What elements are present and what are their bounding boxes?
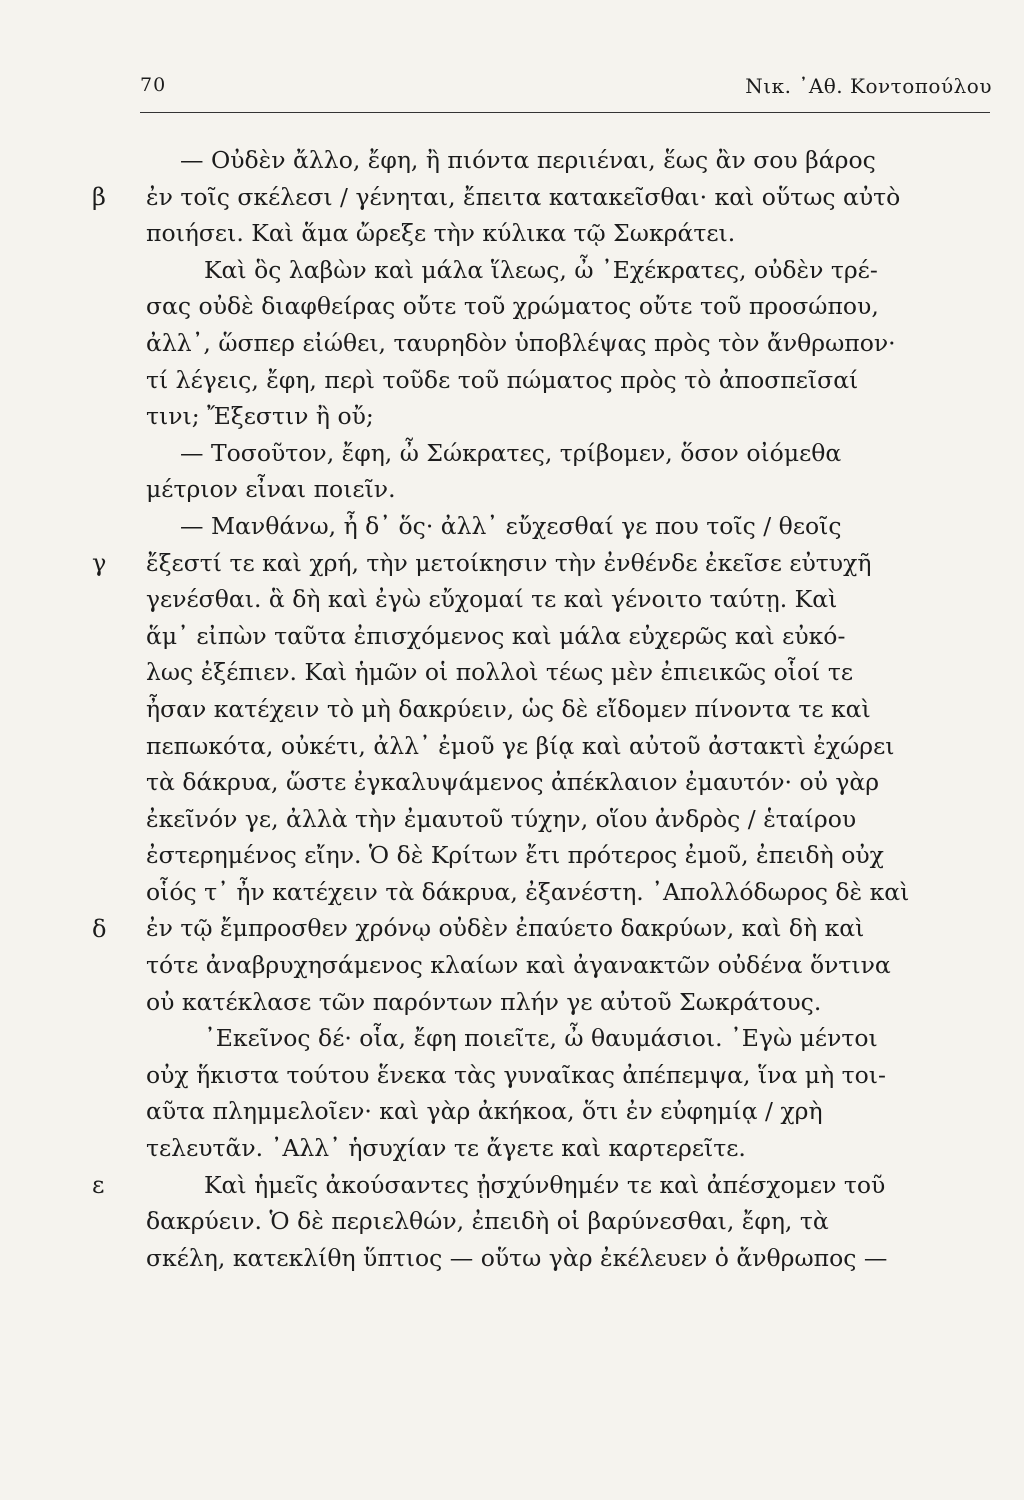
text-line: τότε ἀναβρυχησάμενος κλαίων καὶ ἀγανακτῶν οὐδένα ὅντινα <box>146 951 891 980</box>
body-text <box>146 142 996 1276</box>
running-head: Νικ. ᾿Αθ. Κοντοπούλου <box>745 74 992 98</box>
text-line: οἷός τ᾿ ἦν κατέχειν τὰ δάκρυα, ἐξανέστη. ᾿Απολλόδωρος δὲ καὶ <box>146 877 910 906</box>
page-header <box>132 74 992 104</box>
text-line: ἦσαν κατέχειν τὸ μὴ δακρύειν, ὡς δὲ εἴδομεν πίνοντα τε καὶ <box>146 694 871 723</box>
text-line: οὐχ ἥκιστα τούτου ἕνεκα τὰς γυναῖκας ἀπέπεμψα, ἵνα μὴ τοι- <box>146 1060 886 1089</box>
text-line: Καὶ ἡμεῖς ἀκούσαντες ᾐσχύνθημέν τε καὶ ἀπέσχομεν τοῦ <box>204 1170 886 1199</box>
margin-section-letter: β <box>92 182 106 211</box>
text-line: δακρύειν. Ὁ δὲ περιελθών, ἐπειδὴ οἱ βαρύνεσθαι, ἔφη, τὰ <box>146 1207 829 1236</box>
text-line: — Τοσοῦτον, ἔφη, ὦ Σώκρατες, τρίβομεν, ὅσον οἰόμεθα <box>180 438 842 467</box>
text-line: ἐν τοῖς σκέλεσι / γένηται, ἔπειτα κατακεῖσθαι· καὶ οὕτως αὐτὸ <box>146 182 901 211</box>
margin-section-letter: δ <box>92 914 107 943</box>
text-line: ποιήσει. Καὶ ἅμα ὤρεξε τὴν κύλικα τῷ Σωκράτει. <box>146 219 736 248</box>
text-line: αῦτα πλημμελοῖεν· καὶ γὰρ ἀκήκοα, ὅτι ἐν εὐφημίᾳ / χρὴ <box>146 1097 823 1126</box>
text-line: τελευτᾶν. ᾿Αλλ᾿ ἡσυχίαν τε ἄγετε καὶ καρτερεῖτε. <box>146 1134 746 1163</box>
text-line: σκέλη, κατεκλίθη ὕπτιος — οὕτω γὰρ ἐκέλευεν ὁ ἄνθρωπος — <box>146 1243 888 1272</box>
text-line: ἔξεστί τε καὶ χρή, τὴν μετοίκησιν τὴν ἐνθένδε ἐκεῖσε εὐτυχῆ <box>146 548 872 577</box>
text-line: ἐν τῷ ἔμπροσθεν χρόνῳ οὐδὲν ἐπαύετο δακρύων, καὶ δὴ καὶ <box>146 914 865 943</box>
text-line: — Οὐδὲν ἄλλο, ἔφη, ἢ πιόντα περιιέναι, ἕως ἂν σου βάρος <box>180 146 876 174</box>
text-line: τί λέγεις, ἔφη, περὶ τοῦδε τοῦ πώματος πρὸς τὸ ἀποσπεῖσαί <box>146 365 859 394</box>
text-line: ᾿Εκεῖνος δέ· οἷα, ἔφη ποιεῖτε, ὦ θαυμάσιοι. ᾿Εγὼ μέντοι <box>204 1024 878 1053</box>
text-line: Καὶ ὃς λαβὼν καὶ μάλα ἵλεως, ὦ ᾿Εχέκρατες, οὐδὲν τρέ- <box>204 255 878 284</box>
text-line: ἐκεῖνόν γε, ἀλλὰ τὴν ἐμαυτοῦ τύχην, οἵου ἀνδρὸς / ἑταίρου <box>146 804 857 833</box>
text-line: μέτριον εἶναι ποιεῖν. <box>146 475 396 504</box>
text-line: σας οὐδὲ διαφθείρας οὔτε τοῦ χρώματος οὔτε τοῦ προσώπου, <box>146 292 879 321</box>
text-line: ἅμ᾿ εἰπὼν ταῦτα ἐπισχόμενος καὶ μάλα εὐχερῶς καὶ εὐκό- <box>146 621 846 650</box>
text-line: ἀλλ᾿, ὥσπερ εἰώθει, ταυρηδὸν ὑποβλέψας πρὸς τὸν ἄνθρωπον· <box>146 328 896 357</box>
text-line: γενέσθαι. ἃ δὴ καὶ ἐγὼ εὔχομαί τε καὶ γένοιτο ταύτῃ. Καὶ <box>146 585 838 614</box>
margin-section-letter: γ <box>92 548 107 577</box>
text-line: οὐ κατέκλασε τῶν παρόντων πλήν γε αὐτοῦ Σωκράτους. <box>146 987 822 1016</box>
text-line: λως ἐξέπιεν. Καὶ ἡμῶν οἱ πολλοὶ τέως μὲν ἐπιεικῶς οἷοί τε <box>146 658 854 687</box>
text-line: τὰ δάκρυα, ὥστε ἐγκαλυψάμενος ἀπέκλαιον ἐμαυτόν· οὐ γὰρ <box>146 768 880 797</box>
text-line: πεπωκότα, οὐκέτι, ἀλλ᾿ ἐμοῦ γε βίᾳ καὶ αὐτοῦ ἀστακτὶ ἐχώρει <box>146 731 895 760</box>
header-rule <box>140 112 990 113</box>
text-line: — Μανθάνω, ἦ δ᾿ ὅς· ἀλλ᾿ εὔχεσθαί γε που τοῖς / θεοῖς <box>180 511 842 540</box>
margin-section-letter: ε <box>92 1170 105 1199</box>
page-number: 70 <box>140 74 167 96</box>
text-line: τινι; Ἔξεστιν ἢ οὔ; <box>146 402 374 431</box>
text-line: ἐστερημένος εἴην. Ὁ δὲ Κρίτων ἔτι πρότερος ἐμοῦ, ἐπειδὴ οὐχ <box>146 841 884 870</box>
